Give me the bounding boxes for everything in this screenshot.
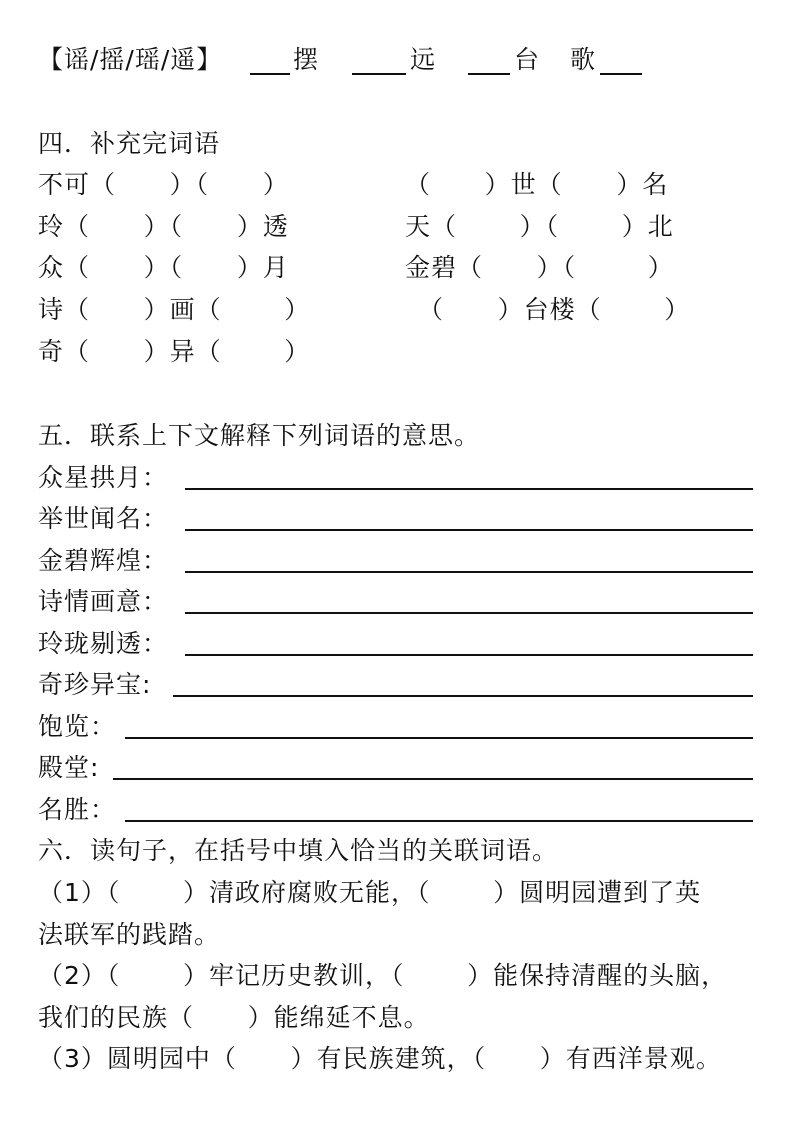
- word-3-suffix: 台: [514, 45, 541, 74]
- blank-3[interactable]: [468, 73, 510, 75]
- idiom-right-4: （ ）台楼（ ）: [418, 295, 691, 324]
- term-8: 殿堂:: [38, 753, 100, 782]
- sentence-2-line-1: （2）（ ）牢记历史教训，（ ）能保持清醒的头脑，: [38, 961, 728, 990]
- term-1: 众星拱月：: [38, 463, 169, 492]
- char-choice-set: 【谣/摇/瑶/遥】: [38, 45, 223, 74]
- answer-line-2[interactable]: [185, 529, 753, 531]
- term-7: 饱览：: [38, 712, 117, 741]
- term-2: 举世闻名：: [38, 504, 169, 533]
- idiom-left-3: 众（ ）（ ）月: [38, 253, 289, 282]
- idiom-left-1: 不可（ ）（ ）: [38, 170, 289, 199]
- word-2-suffix: 远: [410, 45, 437, 74]
- idiom-right-3: 金碧（ ）（ ）: [405, 253, 674, 282]
- blank-1[interactable]: [250, 73, 290, 75]
- term-9: 名胜：: [38, 795, 117, 824]
- sentence-1-line-2: 法联军的践踏。: [38, 920, 221, 949]
- answer-line-8[interactable]: [113, 778, 753, 780]
- answer-line-9[interactable]: [125, 820, 753, 822]
- word-1-suffix: 摆: [293, 45, 320, 74]
- sentence-3: （3）圆明园中（ ）有民族建筑，（ ）有西洋景观。: [38, 1044, 722, 1073]
- idiom-left-2: 玲（ ）（ ）透: [38, 212, 289, 241]
- answer-line-1[interactable]: [185, 488, 753, 490]
- blank-2[interactable]: [352, 73, 406, 75]
- section-5-title: 五．联系上下文解释下列词语的意思。: [38, 421, 481, 450]
- answer-line-3[interactable]: [185, 571, 753, 573]
- answer-line-5[interactable]: [185, 654, 753, 656]
- blank-4[interactable]: [600, 73, 642, 75]
- answer-line-4[interactable]: [185, 612, 753, 614]
- sentence-2-line-2: 我们的民族（ ）能绵延不息。: [38, 1003, 430, 1032]
- section-6-title: 六．读句子，在括号中填入恰当的关联词语。: [38, 836, 559, 865]
- idiom-left-5: 奇（ ）异（ ）: [38, 337, 311, 366]
- idiom-right-2: 天（ ）（ ）北: [405, 212, 674, 241]
- answer-line-6[interactable]: [173, 695, 753, 697]
- term-5: 玲珑剔透：: [38, 629, 169, 658]
- section-4-title: 四．补充完词语: [38, 129, 221, 158]
- sentence-1-line-1: （1）（ ）清政府腐败无能，（ ）圆明园遭到了英: [38, 878, 702, 907]
- idiom-left-4: 诗（ ）画（ ）: [38, 295, 311, 324]
- term-4: 诗情画意：: [38, 587, 169, 616]
- word-4-prefix: 歌: [570, 45, 597, 74]
- answer-line-7[interactable]: [125, 737, 753, 739]
- idiom-right-1: （ ）世（ ）名: [405, 170, 669, 199]
- term-3: 金碧辉煌：: [38, 546, 169, 575]
- term-6: 奇珍异宝:: [38, 670, 152, 699]
